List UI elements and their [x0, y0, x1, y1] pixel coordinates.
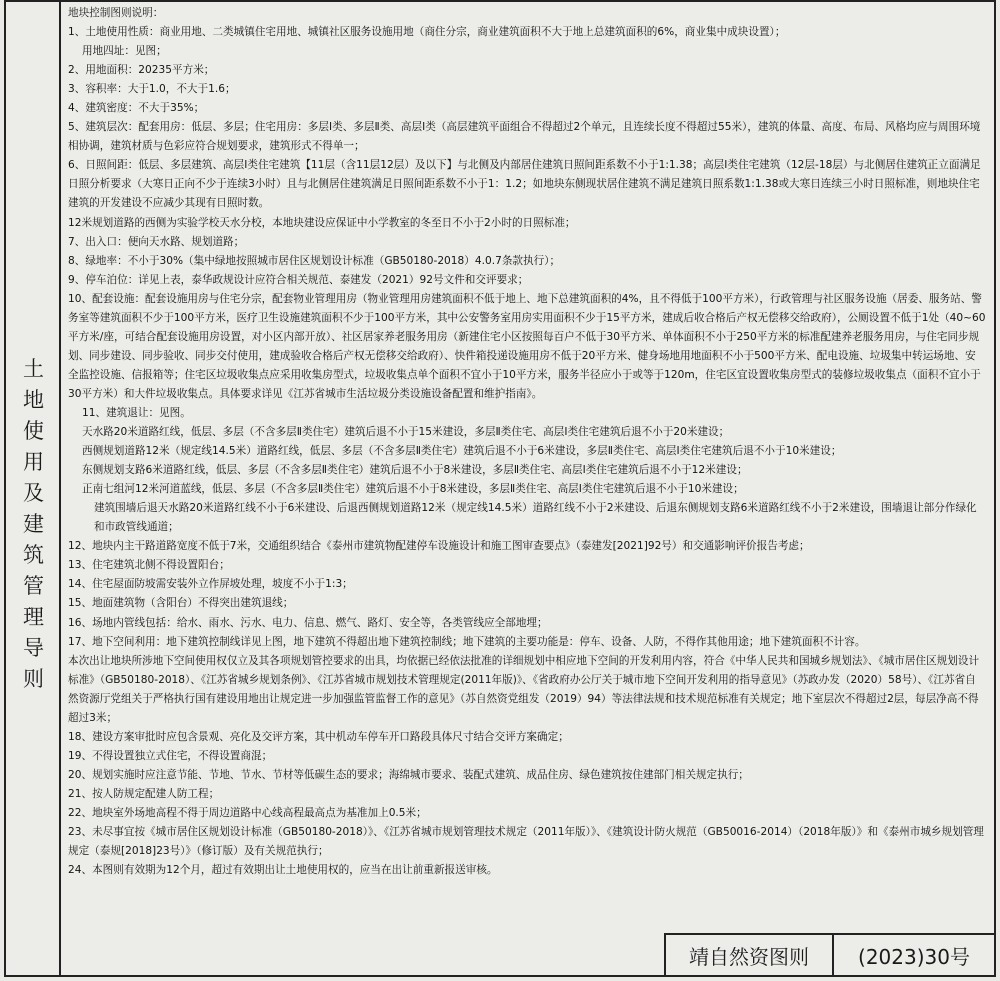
side-title-char: 土 [23, 357, 44, 381]
document-paragraph: 6、日照间距：低层、多层建筑、高层Ⅰ类住宅建筑【11层（含11层12层）及以下】与北侧及内部居住建筑日照间距系数不小于1:1.38；高层Ⅰ类住宅建筑（12层-18层）与北侧居住建筑正立面满足日照分析要求（大寒日正向不少于连续3小时）且与北侧居住建筑满足日照间距系数不小于1：1.2；如地块东侧现状居住建筑不满足建筑日照系数1:1.38或大寒日连续三小时日照标准，则地块住宅建筑的开发建设不应减少其现有日照时数。 [68, 159, 981, 210]
document-paragraph: 东侧规划支路6米道路红线，低层、多层（不含多层Ⅱ类住宅）建筑后退不小于8米建设，多层Ⅱ类住宅、高层Ⅰ类住宅建筑后退不小于12米建设； [82, 464, 748, 477]
document-paragraph: 12米规划道路的西侧为实验学校天水分校，本地块建设应保证中小学教室的冬至日不小于2小时的日照标准； [68, 216, 576, 229]
document-paragraph: 14、住宅屋面防坡需安装外立作屏坡处理，坡度不小于1:3； [68, 578, 353, 591]
document-paragraph: 24、本图则有效期为12个月，超过有效期出让土地使用权的，应当在出让前重新报送审核。 [68, 864, 498, 877]
side-title-column [6, 2, 61, 975]
document-paragraph: 19、不得设置独立式住宅，不得设置商混； [68, 749, 273, 762]
document-paragraph: 本次出让地块所涉地下空间使用权仅立及其各项规划管控要求的出具，均依据已经依法批准的详细规划中相应地下空间的开发利用内容，符合《中华人民共和国城乡规划法》、《城市居住区规划设计标准》（GB50180-2018）、《江苏省城乡规划条例》、《江苏省城市规划技术管理规定(2011年版)》、《省政府办公厅关于城市地下空间开发利用的指导意见》（苏政办发（2020）58号）、《江苏省自然资源厅党组关于严格执行国有建设用地出让规定进一步加强监管监督工作的意见》（苏自然资党组发（2019）94）等法律法规和技术规范标准有关规定；地下室层次不得超过2层，每层净高不得超过3米； [68, 654, 980, 724]
document-sheet [4, 0, 996, 977]
document-paragraph: 地块控制图则说明： [68, 7, 164, 19]
side-title-char: 建 [23, 512, 44, 536]
document-paragraph: 1、土地使用性质：商业用地、二类城镇住宅用地、城镇社区服务设施用地（商住分宗，商业建筑面积不大于地上总建筑面积的6%，商业集中成块设置）； [68, 26, 786, 39]
document-paragraph: 2、用地面积：20235平方米； [68, 64, 215, 77]
stamp-doc-number: (2023)30号 [858, 944, 970, 969]
document-paragraph: 13、住宅建筑北侧不得设置阳台； [68, 559, 230, 572]
document-paragraph: 15、地面建筑物（含阳台）不得突出建筑退线； [68, 597, 294, 610]
document-paragraph: 12、地块内主干路道路宽度不低于7米，交通组织结合《泰州市建筑物配建停车设施设计和施工图审查要点》（泰建发[2021]92号）和交通影响评价报告考虑； [68, 540, 810, 553]
document-content [68, 4, 986, 932]
side-title-char: 筑 [23, 543, 44, 567]
document-paragraph: 10、配套设施：配套设施用房与住宅分宗，配套物业管理用房（物业管理用房建筑面积不低于地上、地下总建筑面积的4%，且不得低于100平方米），行政管理与社区服务设施（居委、服务站、警务室等建筑面积不少于100平方米，医疗卫生设施建筑面积不少于100平方米，其中公安警务室用房实用面积不少于15平方米，建成后收合格后产权无偿移交给政府），公厕设置不低于1处（40~60平方米/座，可结合配套设施用房设置，对小区内部开放）、社区居家养老服务用房（新建住宅小区按照每百户不低于30平方米、单体面积不小于250平方米的标准配建养老服务用房，与住宅同步规划、同步建设、同步验收、同步交付使用，建成验收合格后产权无偿移交给政府）、快件箱投递设施用房不低于20平方米、健身场地用地面积不小于500平方米、配电设施、垃圾集中转运场地、安全监控设施、信报箱等；住宅区垃圾收集点应采用收集房型式，垃圾收集点单个面积不宜小于10平方米，服务半径应小于或等于120m，住宅区宜设置收集房型式的装修垃圾收集点（面积不宜小于30平方米）和大件垃圾收集点。具体要求详见《江苏省城市生活垃圾分类设施设备配置和维护指南》。 [68, 292, 986, 400]
document-paragraph: 4、建筑密度：不大于35%； [68, 102, 205, 115]
document-paragraph: 3、容积率：大于1.0，不大于1.6； [68, 83, 236, 96]
document-paragraph: 11、建筑退让：见图。 [82, 406, 191, 419]
side-title-char: 则 [23, 667, 44, 691]
document-paragraph: 正南七组河12米河道蓝线，低层、多层（不含多层Ⅱ类住宅）建筑后退不小于8米建设，多层Ⅱ类住宅、高层Ⅰ类住宅建筑后退不小于10米建设； [82, 483, 744, 496]
side-title-char: 及 [23, 481, 44, 505]
side-title [6, 354, 61, 695]
document-paragraph: 22、地块室外场地高程不得于周边道路中心线高程最高点为基准加上0.5米； [68, 806, 427, 819]
document-paragraph: 16、场地内管线包括：给水、雨水、污水、电力、信息、燃气、路灯、安全等，各类管线应全部地埋； [68, 616, 548, 629]
document-paragraph: 用地四址：见图； [82, 45, 167, 58]
document-paragraph: 9、停车泊位：详见上表，泰华政规设计应符合相关规范、泰建发（2021）92号文件和交评要求； [68, 273, 529, 286]
document-paragraph: 天水路20米道路红线，低层、多层（不含多层Ⅱ类住宅）建筑后退不小于15米建设，多层Ⅱ类住宅、高层Ⅰ类住宅建筑后退不小于20米建设； [82, 426, 730, 439]
document-paragraph: 8、绿地率：不小于30%（集中绿地按照城市居住区规划设计标准（GB50180-2018）4.0.7条款执行）； [68, 254, 561, 267]
side-title-char: 理 [23, 605, 44, 629]
document-paragraph: 23、未尽事宜按《城市居住区规划设计标准（GB50180-2018）》、《江苏省城市规划管理技术规定（2011年版）》、《建筑设计防火规范（GB50016-2014）（2018年版）》和《泰州市城乡规划管理规定（泰规[2018]23号）》（修订版）及有关规范执行； [68, 826, 984, 858]
side-title-char: 导 [23, 636, 44, 660]
document-paragraph: 7、出入口：便向天水路、规划道路； [68, 235, 245, 248]
side-title-char: 使 [23, 419, 44, 443]
document-paragraph: 建筑围墙后退天水路20米道路红线不小于6米建设、后退西侧规划道路12米（规定线14.5米）道路红线不小于2米建设、后退东侧规划支路6米道路红线不小于2米建设，围墙退让部分作绿化和市政管线通道； [94, 502, 977, 534]
document-paragraph: 5、建筑层次：配套用房：低层、多层；住宅用房：多层Ⅰ类、多层Ⅱ类、高层Ⅰ类（高层建筑平面组合不得超过2个单元，且连续长度不得超过55米），建筑的体量、高度、布局、风格均应与周围环境相协调，建筑材质与色彩应符合规划要求，建筑形式不得单一； [68, 121, 981, 153]
side-title-char: 地 [23, 388, 44, 412]
document-paragraph: 21、按人防规定配建人防工程； [68, 787, 220, 800]
document-paragraph: 17、地下空间利用：地下建筑控制线详见上图，地下建筑不得超出地下建筑控制线；地下建筑的主要功能是：停车、设备、人防，不得作其他用途；地下建筑面积不计容。 [68, 635, 866, 648]
document-paragraph: 20、规划实施时应注意节能、节地、节水、节材等低碳生态的要求；海绵城市要求、装配式建筑、成品住房、绿色建筑按住建部门相关规定执行； [68, 768, 749, 781]
stamp-doc-name: 靖自然资图则 [666, 935, 834, 975]
document-paragraph: 18、建设方案审批时应包含景观、亮化及交评方案，其中机动车停车开口路段具体尺寸结合交评方案确定； [68, 730, 569, 743]
document-stamp [664, 933, 994, 975]
document-paragraph: 西侧规划道路12米（规定线14.5米）道路红线，低层、多层（不含多层Ⅱ类住宅）建筑后退不小于6米建设，多层Ⅱ类住宅、高层Ⅰ类住宅建筑后退不小于10米建设； [82, 445, 842, 458]
side-title-char: 管 [23, 574, 44, 598]
side-title-char: 用 [23, 450, 44, 474]
